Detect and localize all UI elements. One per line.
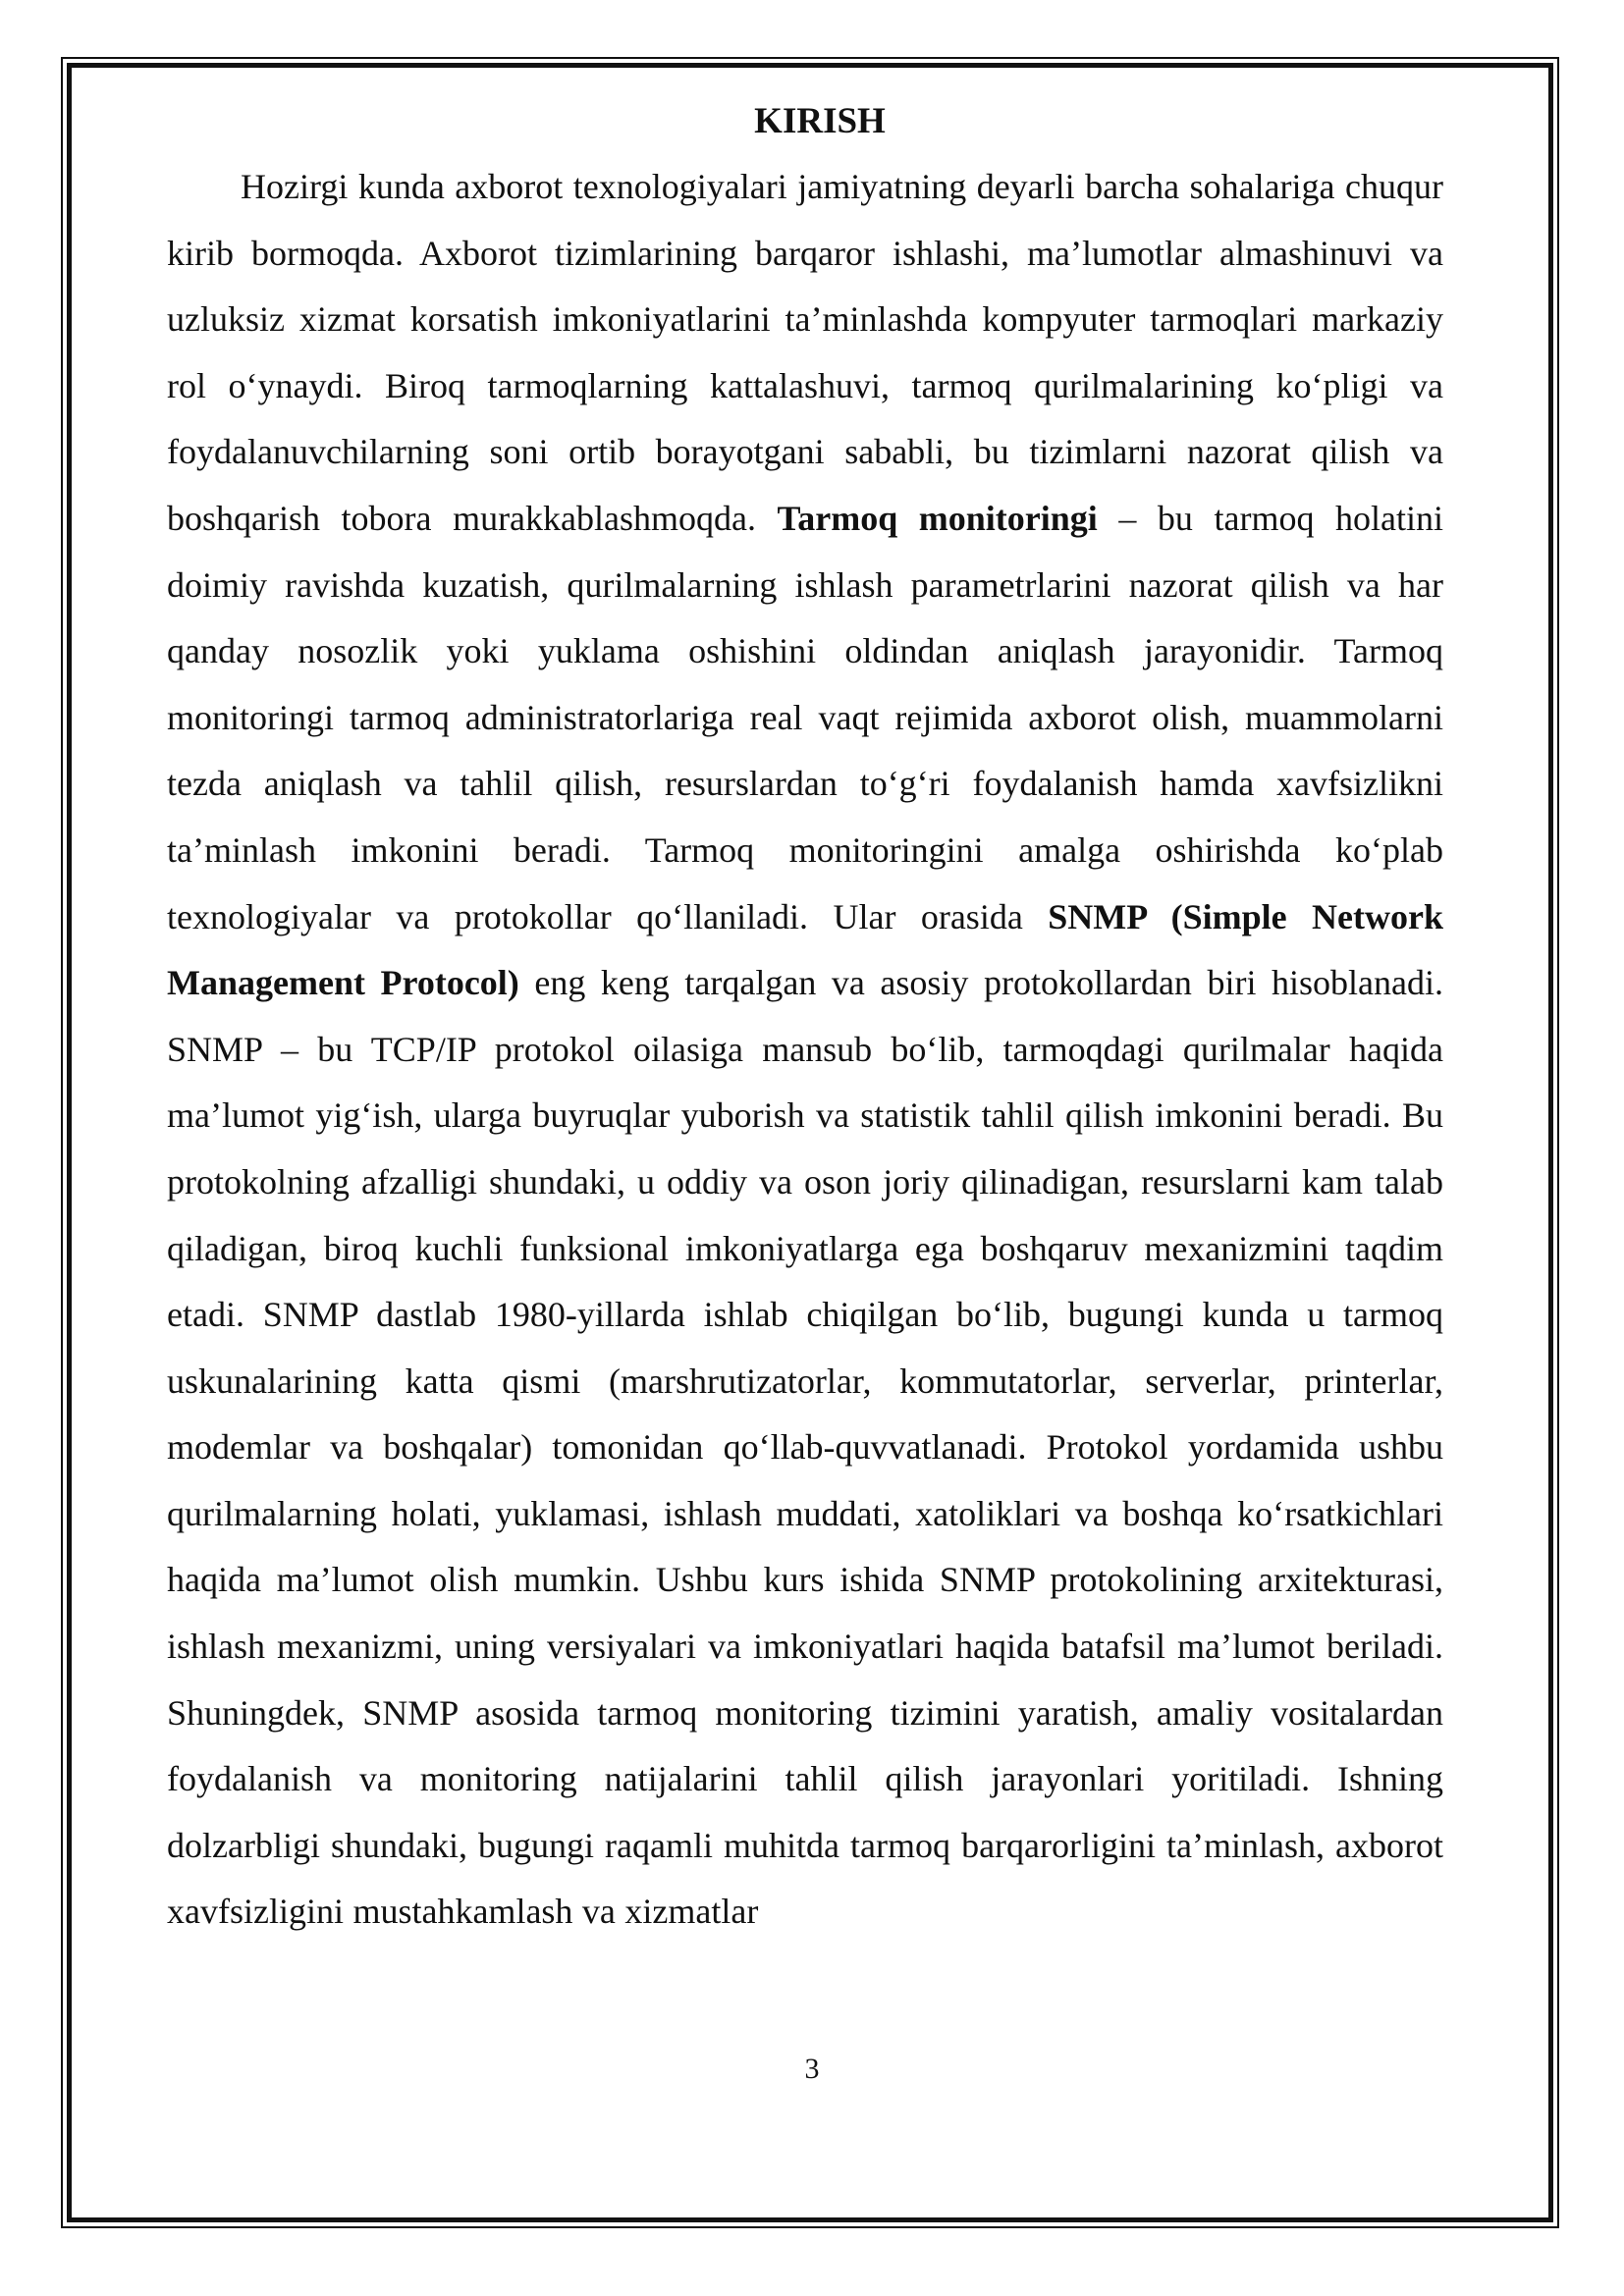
page-number: 3 xyxy=(804,2053,820,2085)
page-title: KIRISH xyxy=(754,101,886,141)
term-tarmoq-monitoringi: Tarmoq monitoringi xyxy=(777,498,1098,538)
document-body xyxy=(167,88,1443,1946)
paragraph-text: Hozirgi kunda axborot texnologiyalari jamiyatning deyarli barcha sohalariga chuqur kirib bormoqda. Axborot tizimlarining barqaror ishlashi, ma’lumotlar almashinuvi va uzluksiz xizmat korsatish imkoniyatlarini ta’minlashda kompyuter tarmoqlari markaziy rol o‘ynaydi. Biroq tarmoqlarning kattalashuvi, tarmoq qurilmalarining ko‘pligi va foydalanuvchilarning soni ortib borayotgani sababli, bu tizimlarni nazorat qilish va boshqarish tobora murakkablashmoqda. xyxy=(167,167,1443,538)
term-snmp: SNMP (Simple Network Management Protocol) xyxy=(167,896,1444,1003)
paragraph-text: eng keng tarqalgan va asosiy protokollardan biri hisoblanadi. SNMP – bu TCP/IP protokol oilasiga mansub bo‘lib, tarmoqdagi qurilmalar haqida ma’lumot yig‘ish, ularga buyruqlar yuborish va statistik tahlil qilish imkonini beradi. Bu protokolning afzalligi shundaki, u oddiy va oson joriy qilinadigan, resurslarni kam talab qiladigan, biroq kuchli funksional imkoniyatlarga ega boshqaruv mexanizmini taqdim etadi. SNMP dastlab 1980-yillarda ishlab chiqilgan bo‘lib, bugungi kunda u tarmoq uskunalarining katta qismi (marshrutizatorlar, kommutatorlar, serverlar, printerlar, modemlar va boshqalar) tomonidan qo‘llab-quvvatlanadi. Protokol yordamida ushbu qurilmalarning holati, yuklamasi, ishlash muddati, xatoliklari va boshqa ko‘rsatkichlari haqida ma’lumot olish mumkin. Ushbu kurs ishida SNMP protokolining arxitekturasi, ishlash mexanizmi, uning versiyalari va imkoniyatlari haqida batafsil ma’lumot beriladi. Shuningdek, SNMP asosida tarmoq monitoring tizimini yaratish, amaliy vositalardan foydalanish va monitoring natijalarini tahlil qilish jarayonlari yoritiladi. Ishning dolzarbligi shundaki, bugungi raqamli muhitda tarmoq barqarorligini ta’minlash, axborot xavfsizligini mustahkamlash va xizmatlar xyxy=(167,963,1443,1932)
paragraph-text: – bu tarmoq holatini doimiy ravishda kuzatish, qurilmalarning ishlash parametrlarini nazorat qilish va har qanday nosozlik yoki yuklama oshishini oldindan aniqlash jarayonidir. Tarmoq monitoringi tarmoq administratorlariga real vaqt rejimida axborot olish, muammolarni tezda aniqlash va tahlil qilish, resurslardan to‘g‘ri foydalanish hamda xavfsizlikni ta’minlash imkonini beradi. Tarmoq monitoringini amalga oshirishda ko‘plab texnologiyalar va protokollar qo‘llaniladi. Ular orasida xyxy=(167,498,1443,936)
body-paragraph xyxy=(167,154,1443,1946)
